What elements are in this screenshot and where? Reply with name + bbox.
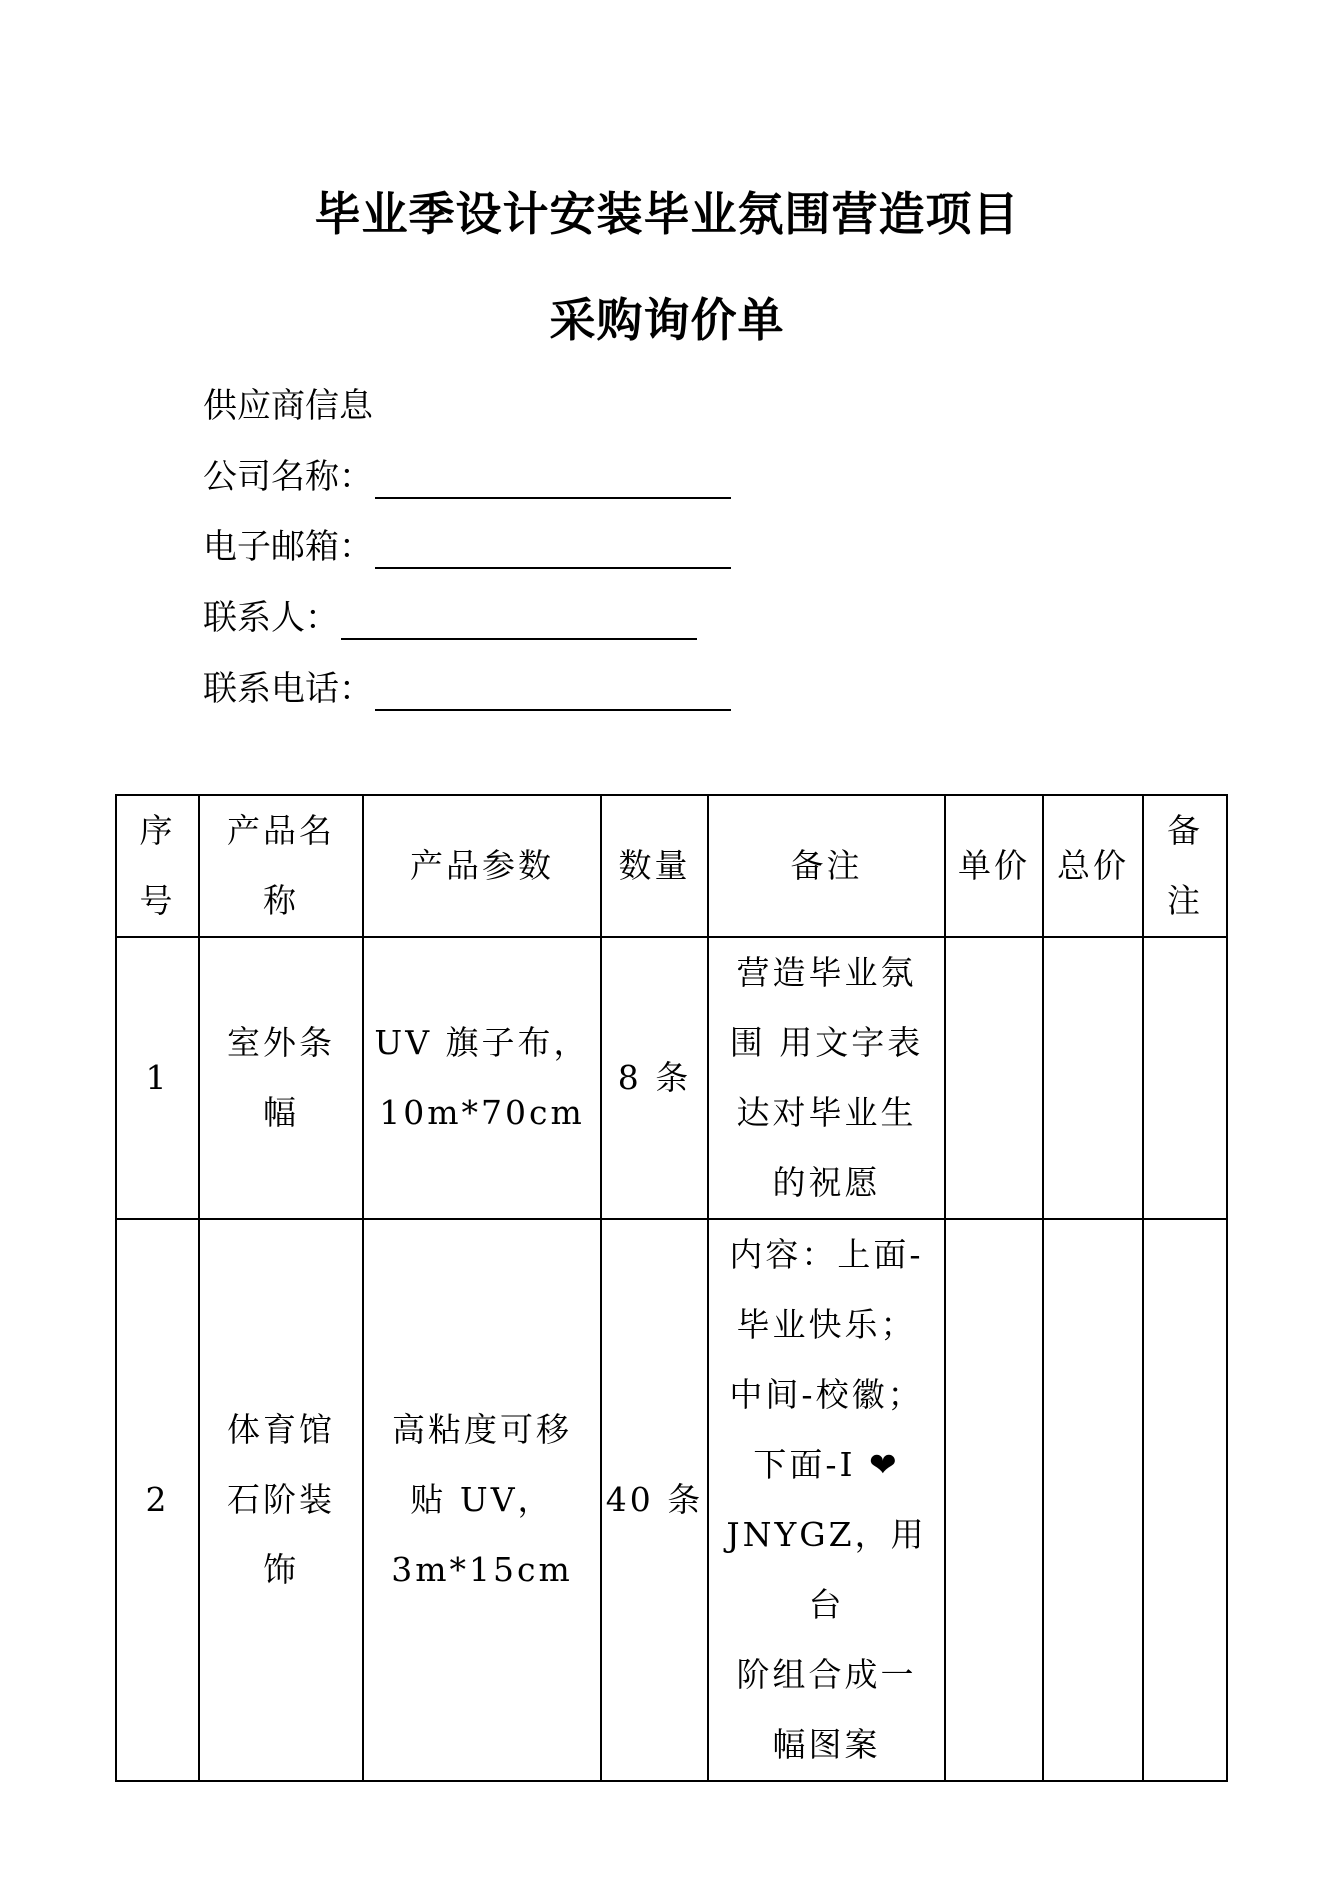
row1-product-params: UV 旗子布， 10m*70cm xyxy=(363,937,601,1219)
header-product-params: 产品参数 xyxy=(363,795,601,937)
row2-unit-price[interactable] xyxy=(945,1219,1043,1781)
row1-unit-price[interactable] xyxy=(945,937,1043,1219)
header-quantity: 数量 xyxy=(601,795,708,937)
header-note: 备注 xyxy=(708,795,945,937)
supplier-info-heading: 供应商信息 xyxy=(203,386,373,426)
phone-blank[interactable] xyxy=(375,671,731,711)
email-label: 电子邮箱： xyxy=(203,527,373,567)
row2-product-name: 体育馆 石阶装 饰 xyxy=(199,1219,363,1781)
company-name-blank[interactable] xyxy=(375,459,731,499)
row1-remark[interactable] xyxy=(1143,937,1227,1219)
quotation-table xyxy=(115,794,1228,1782)
row1-product-name: 室外条 幅 xyxy=(199,937,363,1219)
contact-row xyxy=(203,596,697,640)
header-total-price: 总价 xyxy=(1043,795,1143,937)
row1-no: 1 xyxy=(116,937,199,1219)
table-row xyxy=(116,1219,1227,1781)
header-unit-price: 单价 xyxy=(945,795,1043,937)
row2-remark[interactable] xyxy=(1143,1219,1227,1781)
header-product-name: 产品名 称 xyxy=(199,795,363,937)
document-title: 毕业季设计安装毕业氛围营造项目 xyxy=(314,187,1020,241)
row2-no: 2 xyxy=(116,1219,199,1781)
row1-note: 营造毕业氛 围 用文字表 达对毕业生 的祝愿 xyxy=(708,937,945,1219)
phone-row xyxy=(203,667,731,711)
table-row xyxy=(116,937,1227,1219)
row2-product-params: 高粘度可移 贴 UV， 3m*15cm xyxy=(363,1219,601,1781)
row2-quantity: 40 条 xyxy=(601,1219,708,1781)
contact-label: 联系人： xyxy=(203,598,339,638)
row2-total-price[interactable] xyxy=(1043,1219,1143,1781)
company-name-row xyxy=(203,455,731,499)
header-no: 序 号 xyxy=(116,795,199,937)
header-remark: 备 注 xyxy=(1143,795,1227,937)
email-row xyxy=(203,525,731,569)
document-subtitle: 采购询价单 xyxy=(549,293,785,347)
email-blank[interactable] xyxy=(375,529,731,569)
contact-blank[interactable] xyxy=(341,600,697,640)
phone-label: 联系电话： xyxy=(203,669,373,709)
table-header-row xyxy=(116,795,1227,937)
row1-total-price[interactable] xyxy=(1043,937,1143,1219)
row2-note: 内容：上面- 毕业快乐； 中间-校徽； 下面-I ❤ JNYGZ，用台 阶组合成一 幅图案 xyxy=(708,1219,945,1781)
row1-quantity: 8 条 xyxy=(601,937,708,1219)
company-name-label: 公司名称： xyxy=(203,457,373,497)
